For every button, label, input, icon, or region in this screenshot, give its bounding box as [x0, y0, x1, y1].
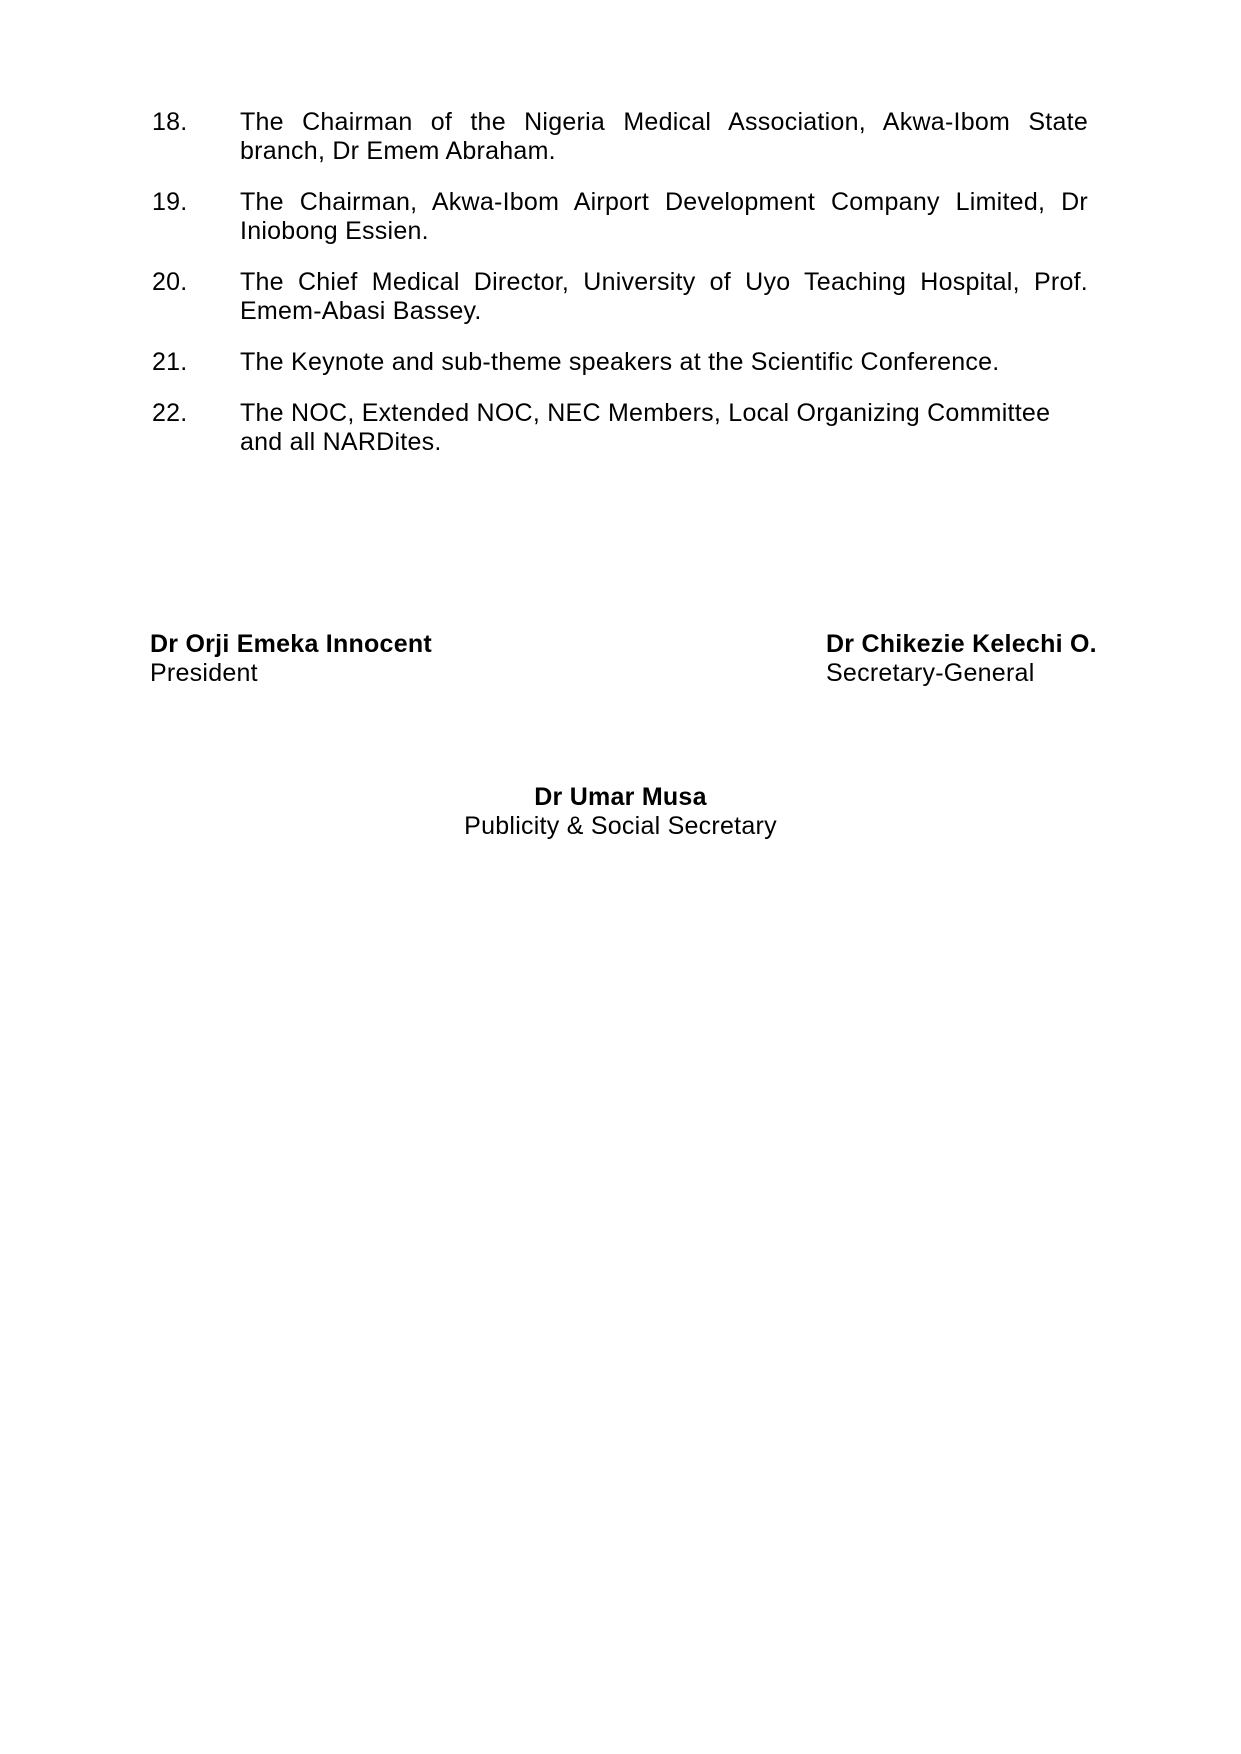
item-number: 22.	[152, 399, 188, 427]
item-line: and all NARDites.	[240, 428, 442, 456]
item-line: The Keynote and sub-theme speakers at the Scientific Conference.	[240, 348, 1000, 376]
item-line: The Chief Medical Director, University of Uyo Teaching Hospital, Prof.	[240, 268, 1088, 296]
list-item-19	[152, 188, 1088, 246]
signature-block-publicity-secretary	[0, 783, 1241, 841]
item-line: The Chairman of the Nigeria Medical Association, Akwa-Ibom State	[240, 108, 1088, 136]
item-number: 19.	[152, 188, 188, 216]
item-number: 21.	[152, 348, 188, 376]
signatory-title: Secretary-General	[826, 659, 1035, 687]
signatory-title: President	[150, 659, 258, 687]
signature-block-secretary-general	[826, 630, 1097, 688]
item-text	[240, 188, 1088, 246]
item-line: The Chairman, Akwa-Ibom Airport Development Company Limited, Dr	[240, 188, 1088, 216]
item-number: 18.	[152, 108, 188, 136]
signatory-name: Dr Orji Emeka Innocent	[150, 630, 432, 658]
item-text	[240, 108, 1088, 166]
signature-block-president	[150, 630, 432, 688]
item-text	[240, 399, 1088, 457]
list-item-18	[152, 108, 1088, 166]
item-text	[240, 348, 1088, 377]
item-number: 20.	[152, 268, 188, 296]
item-line: branch, Dr Emem Abraham.	[240, 137, 556, 165]
signatory-name: Dr Umar Musa	[534, 783, 707, 811]
numbered-list	[152, 108, 1088, 479]
signatory-name: Dr Chikezie Kelechi O.	[826, 630, 1097, 658]
list-item-21	[152, 348, 1088, 377]
item-text	[240, 268, 1088, 326]
list-item-22	[152, 399, 1088, 457]
list-item-20	[152, 268, 1088, 326]
item-line: Iniobong Essien.	[240, 217, 429, 245]
item-line: Emem-Abasi Bassey.	[240, 297, 482, 325]
signatory-title: Publicity & Social Secretary	[464, 812, 777, 840]
item-line: The NOC, Extended NOC, NEC Members, Local Organizing Committee	[240, 399, 1051, 427]
